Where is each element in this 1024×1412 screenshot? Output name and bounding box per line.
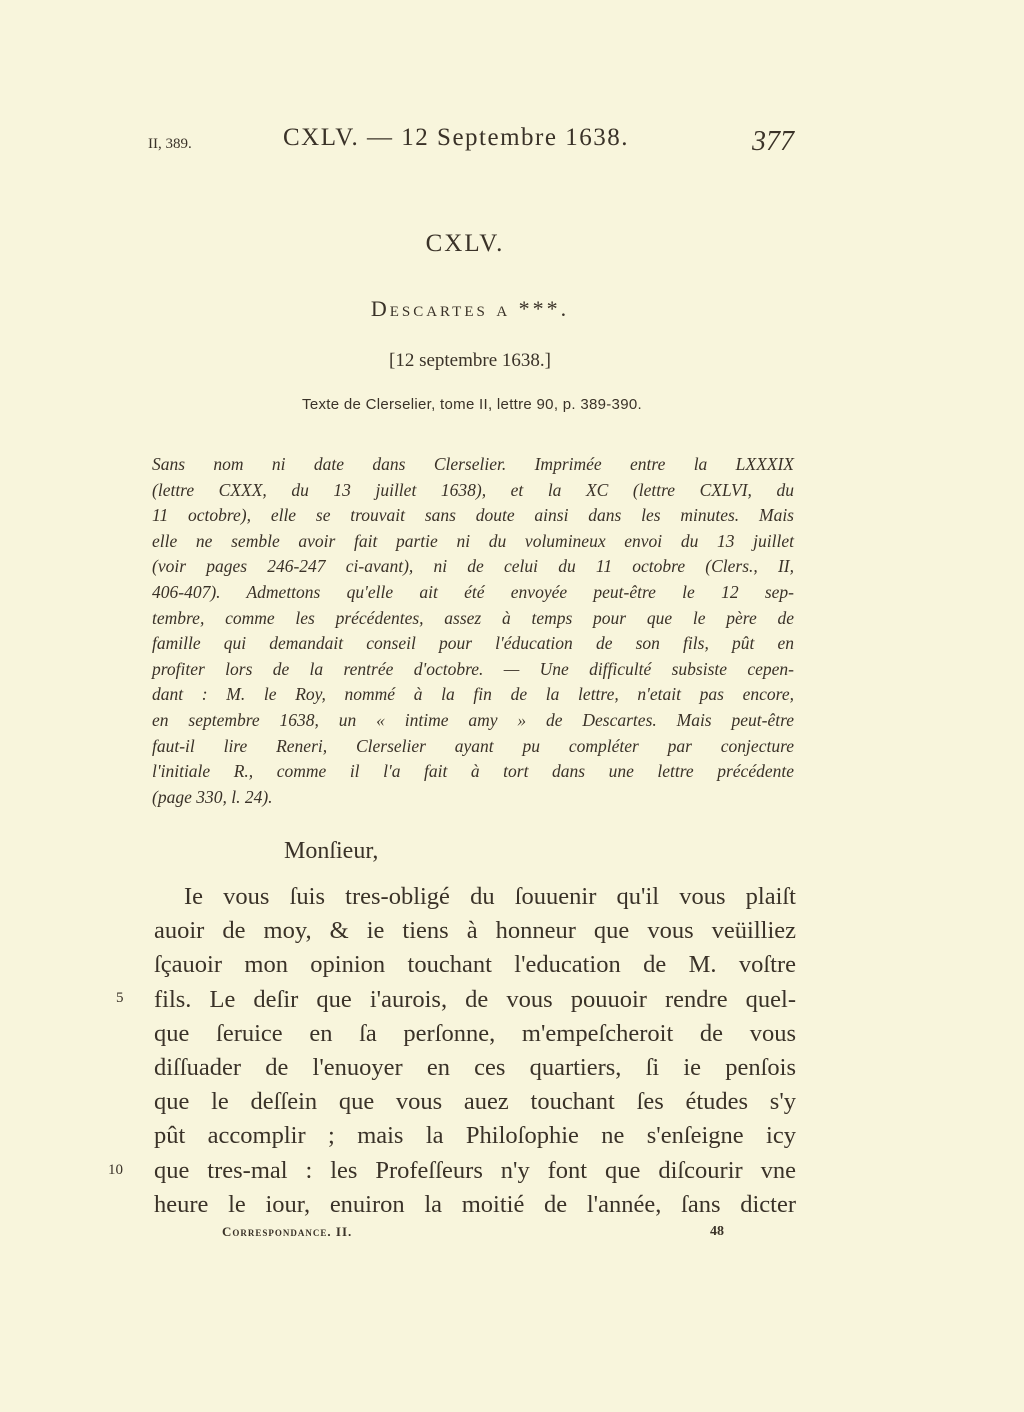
running-title: CXLV. — 12 Septembre 1638. bbox=[283, 124, 629, 151]
source-citation: Texte de Clerselier, tome II, lettre 90, p. 389-390. bbox=[302, 396, 642, 413]
note-line: 11 octobre), elle se trouvait sans doute ainsi dans les minutes. Mais bbox=[152, 505, 794, 526]
line-number-10: 10 bbox=[108, 1162, 123, 1178]
body-line: que tres-mal : les Profeſſeurs n'y font que diſcourir vne bbox=[154, 1156, 796, 1184]
letter-title: Descartes a ***. bbox=[370, 296, 570, 321]
body-line: pût accomplir ; mais la Philoſophie ne s'enſeigne icy bbox=[154, 1122, 796, 1150]
body-line: Ie vous ſuis tres-obligé du ſouuenir qu'il vous plaiſt bbox=[184, 883, 796, 910]
note-line: dant : M. le Roy, nommé à la fin de la lettre, n'etait pas encore, bbox=[152, 684, 794, 705]
page-number: 377 bbox=[752, 126, 794, 157]
letter-body bbox=[154, 880, 796, 1222]
page-footer bbox=[222, 1224, 742, 1244]
salutation: Monſieur, bbox=[284, 838, 379, 864]
letter-date: [12 septembre 1638.] bbox=[389, 350, 551, 371]
note-line: famille qui demandait conseil pour l'éducation de son fils, pût en bbox=[152, 633, 794, 654]
body-line: que le deſſein que vous auez touchant ſes études s'y bbox=[154, 1088, 796, 1116]
line-number-5: 5 bbox=[116, 990, 124, 1006]
gathering-number: 48 bbox=[710, 1224, 724, 1239]
running-header bbox=[148, 124, 798, 164]
note-line: (voir pages 246-247 ci-avant), ni de celui du 11 octobre (Clers., II, bbox=[152, 556, 794, 577]
editorial-note bbox=[152, 452, 794, 810]
body-line: que ſeruice en ſa perſonne, m'empeſcheroit de vous bbox=[154, 1019, 796, 1047]
body-line: heure le iour, enuiron la moitié de l'année, ſans dicter bbox=[154, 1190, 796, 1218]
note-line: Sans nom ni date dans Clerselier. Imprimée entre la LXXXIX bbox=[152, 454, 794, 474]
body-line: fils. Le deſir que i'aurois, de vous pouuoir rendre quel- bbox=[154, 985, 796, 1013]
body-line: auoir de moy, & ie tiens à honneur que vous veüilliez bbox=[154, 917, 796, 945]
note-line: l'initiale R., comme il l'a fait à tort dans une lettre précédente bbox=[152, 761, 794, 782]
body-line: ſçauoir mon opinion touchant l'education de M. voſtre bbox=[154, 951, 796, 979]
note-line: en septembre 1638, un « intime amy » de Descartes. Mais peut-être bbox=[152, 709, 794, 730]
note-line: (lettre CXXX, du 13 juillet 1638), et la XC (lettre CXLVI, du bbox=[152, 479, 794, 500]
note-line: 406-407). Admettons qu'elle ait été envoyée peut-être le 12 sep- bbox=[152, 581, 794, 602]
signature-mark: Correspondance. II. bbox=[222, 1224, 353, 1239]
note-line: (page 330, l. 24). bbox=[152, 786, 273, 807]
note-line: faut-il lire Reneri, Clerselier ayant pu compléter par conjecture bbox=[152, 735, 794, 756]
note-line: elle ne semble avoir fait partie ni du volumineux envoi du 13 juillet bbox=[152, 530, 794, 551]
letter-number: CXLV. bbox=[425, 230, 505, 257]
volume-reference: II, 389. bbox=[148, 136, 192, 152]
note-line: profiter lors de la rentrée d'octobre. — Une difficulté subsiste cepen- bbox=[152, 658, 794, 679]
body-line: diſſuader de l'enuoyer en ces quartiers, ſi ie penſois bbox=[154, 1054, 796, 1082]
note-line: tembre, comme les précédentes, assez à temps pour que le père de bbox=[152, 607, 794, 628]
